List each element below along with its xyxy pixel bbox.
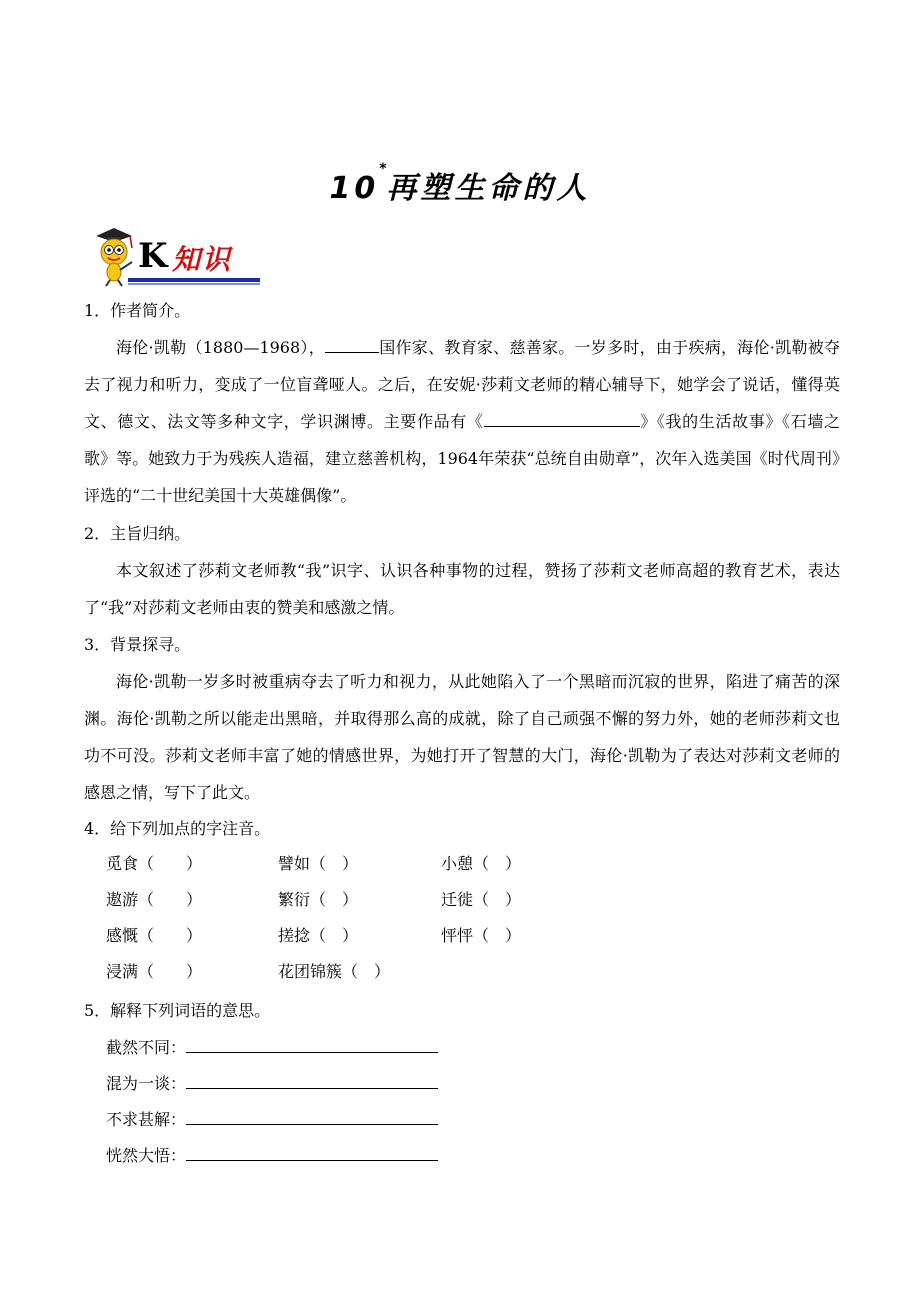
pinyin-item: 繁衍（ ） — [278, 890, 359, 909]
pinyin-item: 浸满（ ） — [106, 962, 203, 981]
definition-item — [106, 1036, 438, 1059]
section-1-text-b: 国作家、教育家、慈善家。一岁多时，由于疾病，海伦·凯勒被夺去了视力和听力，变成了一位盲聋哑人。之后，在安妮·莎莉文老师的精心辅导下，她学会了说话，懂得英文、德文、法文等多种文字，学识渊博。主要作品有《 — [84, 338, 840, 431]
section-1-heading: 1．作者简介。 — [84, 301, 191, 320]
definition-answer-line[interactable] — [186, 1036, 438, 1053]
page-title — [0, 163, 920, 207]
definition-term: 恍然大悟： — [106, 1146, 187, 1165]
definition-item — [106, 1072, 438, 1095]
title-mark: * — [379, 161, 387, 177]
pinyin-item: 小憩（ ） — [441, 854, 522, 873]
section-1-paragraph — [84, 329, 840, 514]
section-3-paragraph: 海伦·凯勒一岁多时被重病夺去了听力和视力，从此她陷入了一个黑暗而沉寂的世界，陷进了痛苦的深渊。海伦·凯勒之所以能走出黑暗，并取得那么高的成就，除了自己顽强不懈的努力外，她的老师莎莉文也功不可没。莎莉文老师丰富了她的情感世界，为她打开了智慧的大门，海伦·凯勒为了表达对莎莉文老师的感恩之情，写下了此文。 — [84, 672, 840, 802]
section-2-heading: 2．主旨归纳。 — [84, 524, 191, 543]
definition-item — [106, 1144, 438, 1167]
definition-term: 混为一谈： — [106, 1074, 187, 1093]
definition-item — [106, 1108, 438, 1131]
pinyin-item: 怦怦（ ） — [441, 926, 522, 945]
pinyin-item: 觅食（ ） — [106, 854, 203, 873]
pinyin-item: 感慨（ ） — [106, 926, 203, 945]
section-1-text-c: 》《我的生活故事》《石墙之歌》等。她致力于为残疾人造福，建立慈善机构，1964年荣获“总统自由勋章”，次年入选美国《时代周刊》评选的“二十世纪美国十大英雄偶像”。 — [84, 412, 840, 505]
definition-answer-line[interactable] — [186, 1108, 438, 1125]
pinyin-item: 譬如（ ） — [278, 854, 359, 873]
pinyin-item: 迁徙（ ） — [441, 890, 522, 909]
knowledge-logo — [92, 222, 262, 288]
pinyin-item: 遨游（ ） — [106, 890, 203, 909]
logo-text: 知识 — [172, 243, 233, 276]
logo-letter: K — [138, 236, 168, 276]
answer-blank-work[interactable] — [484, 410, 640, 427]
title-number: 10 — [329, 171, 380, 206]
answer-blank-country[interactable] — [325, 336, 379, 353]
section-3-heading: 3．背景探寻。 — [84, 635, 191, 654]
definition-term: 不求甚解： — [106, 1110, 187, 1129]
definition-answer-line[interactable] — [186, 1144, 438, 1161]
pinyin-item: 搓捻（ ） — [278, 926, 359, 945]
section-2-paragraph: 本文叙述了莎莉文老师教“我”识字、认识各种事物的过程，赞扬了莎莉文老师高超的教育艺术，表达了“我”对莎莉文老师由衷的赞美和感激之情。 — [84, 561, 840, 617]
section-1-text-a: 海伦·凯勒（1880—1968）， — [116, 338, 325, 357]
definition-answer-line[interactable] — [186, 1072, 438, 1089]
section-5-heading: 5．解释下列词语的意思。 — [84, 1001, 271, 1020]
pinyin-item: 花团锦簇（ ） — [278, 962, 391, 981]
definition-term: 截然不同： — [106, 1038, 187, 1057]
title-text: 再塑生命的人 — [386, 171, 591, 206]
section-4-heading: 4．给下列加点的字注音。 — [84, 819, 271, 838]
